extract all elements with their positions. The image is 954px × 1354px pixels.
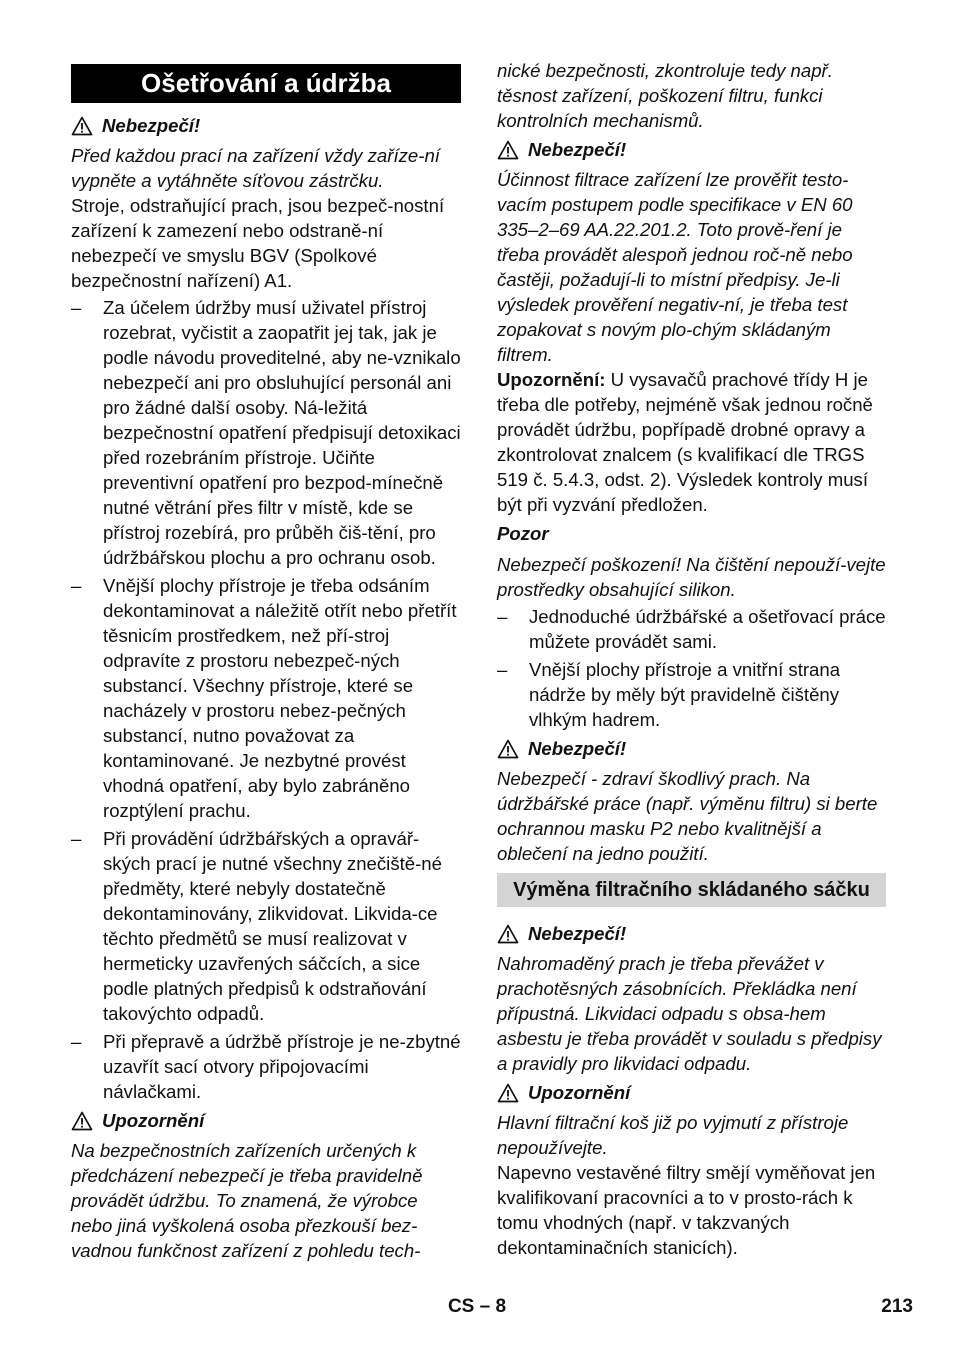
danger-text: Účinnost filtrace zařízení lze prověřit testo-vacím postupem podle specifikace v EN 60 335–2–69 AA.22.201.2. Toto prově-ření je třeba provádět alespoň jednou roč-ně nebo častěji, požadují-li to místní předpisy. Je-li výsledek prověření negativ-ní, je třeba test zopakovat s novým plo-chým skládaným filtrem. bbox=[497, 169, 853, 365]
danger-text: Nebezpečí - zdraví škodlivý prach. Na údržbářské práce (např. výměnu filtru) si berte ochrannou masku P2 nebo kvalitnější a oblečení na jedno použití. bbox=[497, 768, 878, 864]
final-paragraph: Napevno vestavěné filtry smějí vyměňovat jen kvalifikovaní pracovníci a to v prosto-rách k tomu vhodných (např. v takzvaných dekontaminačních stanicích). bbox=[497, 1162, 876, 1258]
danger-heading bbox=[497, 921, 886, 946]
danger-heading bbox=[71, 113, 461, 138]
danger-text: Nahromaděný prach je třeba převážet v prachotěsných zásobnících. Překládka není přípustná. Likvidaci odpadu s obsa-hem asbestu je třeba provádět v souladu s předpisy a pravidly pro likvidaci odpadu. bbox=[497, 953, 882, 1074]
section-title: Ošetřování a údržba bbox=[71, 64, 461, 103]
warning-triangle-icon bbox=[497, 739, 519, 759]
warning-triangle-icon bbox=[497, 1083, 519, 1103]
note-label: Upozornění: bbox=[497, 369, 606, 390]
warning-triangle-icon bbox=[497, 924, 519, 944]
intro-paragraph: Stroje, odstraňující prach, jsou bezpeč-nostní zařízení k zamezení nebo odstraně-ní nebezpečí ve smyslu BGV (Spolkové bezpečnostní nařízení) A1. bbox=[71, 195, 445, 291]
list-item: – Vnější plochy přístroje je třeba odsáním dekontaminovat a náležitě otřít nebo přetřít těsnicím prostředkem, než pří-stroj odpravíte z prostoru nebezpeč-ných substancí. Všechny přístroje, které se nacházely v prostoru nebez-pečných substancí, nutno považovat za kontaminované. Je nezbytné provést vhodná opatření, aby bylo zabráněno rozptýlení prachu. bbox=[71, 573, 461, 823]
warning-triangle-icon bbox=[71, 1111, 93, 1131]
list-item: – Při provádění údržbářských a opravář-ských prací je nutné všechny znečiště-né předměty, které nebyly dostatečně dekontaminovány, zlikvidovat. Likvida-ce těchto předmětů se musí realizovat v hermeticky uzavřených sáčcích, a sice podle platných předpisů k odstraňování takovýchto odpadů. bbox=[71, 826, 461, 1026]
warning-triangle-icon bbox=[71, 116, 93, 136]
right-column bbox=[497, 58, 886, 1260]
footer-section-page: CS – 8 bbox=[447, 1296, 507, 1317]
notice-label: Upozornění bbox=[528, 1082, 631, 1103]
notice-label: Upozornění bbox=[102, 1110, 205, 1131]
danger-label: Nebezpečí! bbox=[528, 923, 627, 944]
note-paragraph bbox=[497, 367, 886, 517]
warning-triangle-icon bbox=[497, 140, 519, 160]
left-column bbox=[71, 58, 461, 1263]
notice-heading bbox=[497, 1080, 886, 1105]
note-text: U vysavačů prachové třídy H je třeba dle potřeby, nejméně však jednou ročně provádět údržbu, popřípadě drobné opravy a zkontrolovat znalcem (s kvalifikací dle TRGS 519 č. 5.4.3, odst. 2). Výsledek kontroly musí být při vyzvání předložen. bbox=[497, 369, 873, 515]
list-item: – Při přepravě a údržbě přístroje je ne-zbytné uzavřít sací otvory připojovacími návlačkami. bbox=[71, 1029, 461, 1104]
maintenance-list bbox=[71, 295, 461, 1104]
cleaning-list bbox=[497, 604, 886, 732]
danger-heading bbox=[497, 137, 886, 162]
notice-heading bbox=[71, 1108, 461, 1133]
danger-label: Nebezpečí! bbox=[102, 115, 201, 136]
notice-text: Hlavní filtrační koš již po vyjmutí z přístroje nepoužívejte. bbox=[497, 1112, 849, 1158]
list-item: – Jednoduché údržbářské a ošetřovací práce můžete provádět sami. bbox=[497, 604, 886, 654]
subsection-title: Výměna filtračního skládaného sáčku bbox=[497, 873, 886, 907]
continuation-text: nické bezpečnosti, zkontroluje tedy např. těsnost zařízení, poškození filtru, funkci kontrolních mechanismů. bbox=[497, 60, 833, 131]
caution-label: Pozor bbox=[497, 523, 549, 544]
danger-heading bbox=[497, 736, 886, 761]
list-item: – Za účelem údržby musí uživatel přístroj rozebrat, vyčistit a zaopatřit jej tak, jak je podle návodu proveditelné, aby ne-vznikalo nebezpečí ani pro obsluhující personál ani pro žádné další osoby. Ná-ležitá bezpečnostní opatření předpisují detoxikaci před rozebráním přístroje. Učiňte preventivní opatření pro bezpod-mínečně nutné větrání přes filtr v místě, kde se přístroj rozebírá, pro průběh čiš-tění, pro údržbářskou plochu a pro ochranu osob. bbox=[71, 295, 461, 570]
notice-text: Na bezpečnostních zařízeních určených k předcházení nebezpečí je třeba pravidelně provádět údržbu. To znamená, že výrobce nebo jiná vyškolená osoba přezkouší bez-vadnou funkčnost zařízení z pohledu tech- bbox=[71, 1140, 423, 1261]
danger-text: Před každou prací na zařízení vždy zaříze-ní vypněte a vytáhněte síťovou zástrčku. bbox=[71, 145, 440, 191]
footer-page-number: 213 bbox=[881, 1296, 913, 1317]
caution-text: Nebezpečí poškození! Na čištění nepouží-vejte prostředky obsahující silikon. bbox=[497, 554, 886, 600]
danger-label: Nebezpečí! bbox=[528, 738, 627, 759]
danger-label: Nebezpečí! bbox=[528, 139, 627, 160]
list-item: – Vnější plochy přístroje a vnitřní strana nádrže by měly být pravidelně čištěny vlhkým hadrem. bbox=[497, 657, 886, 732]
